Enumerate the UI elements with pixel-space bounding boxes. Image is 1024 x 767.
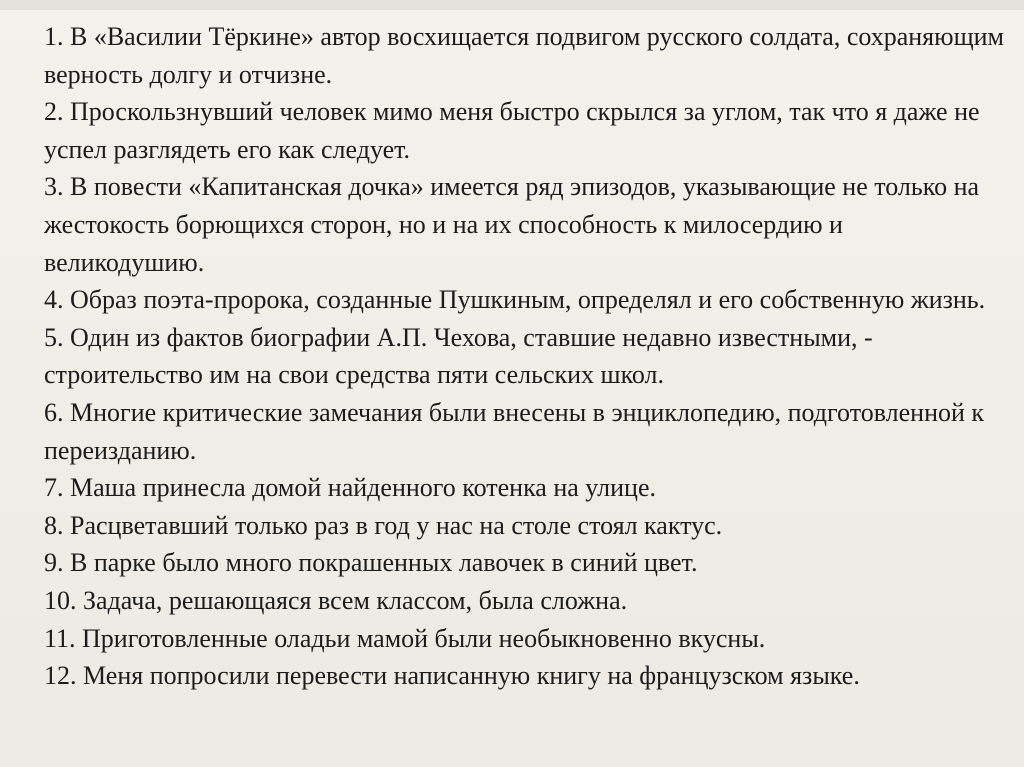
- sentence-10: 10. Задача, решающаяся всем классом, была сложна.: [44, 585, 628, 615]
- sentence-5: 5. Один из фактов биографии А.П. Чехова, ставшие недавно известными, - строительство им на свои средства пяти сельских школ.: [44, 322, 873, 390]
- sentence-6: 6. Многие критические замечания были внесены в энциклопедию, подготовленной к переизданию.: [44, 397, 985, 465]
- sentence-3: 3. В повести «Капитанская дочка» имеется ряд эпизодов, указывающие не только на жестокость борющихся сторон, но и на их способность к милосердию и великодушию.: [44, 172, 980, 277]
- sentence-1: 1. В «Василии Тёркине» автор восхищается подвигом русского солдата, сохраняющим верность долгу и отчизне.: [44, 22, 1004, 89]
- sentence-list: [44, 18, 1004, 695]
- sentence-2: 2. Проскользнувший человек мимо меня быстро скрылся за углом, так что я даже не успел разглядеть его как следует.: [44, 97, 980, 164]
- sentence-8: 8. Расцветавший только раз в год у нас на столе стоял кактус.: [44, 510, 723, 540]
- top-band: [0, 0, 1024, 10]
- sentence-11: 11. Приготовленные оладьи мамой были необыкновенно вкусны.: [44, 623, 766, 653]
- sentence-7: 7. Маша принесла домой найденного котенка на улице.: [44, 473, 657, 503]
- sentence-9: 9. В парке было много покрашенных лавочек в синий цвет.: [44, 548, 698, 578]
- sentence-12: 12. Меня попросили перевести написанную книгу на французском языке.: [44, 661, 860, 691]
- sentence-4: 4. Образ поэта-пророка, созданные Пушкиным, определял и его собственную жизнь.: [44, 285, 986, 315]
